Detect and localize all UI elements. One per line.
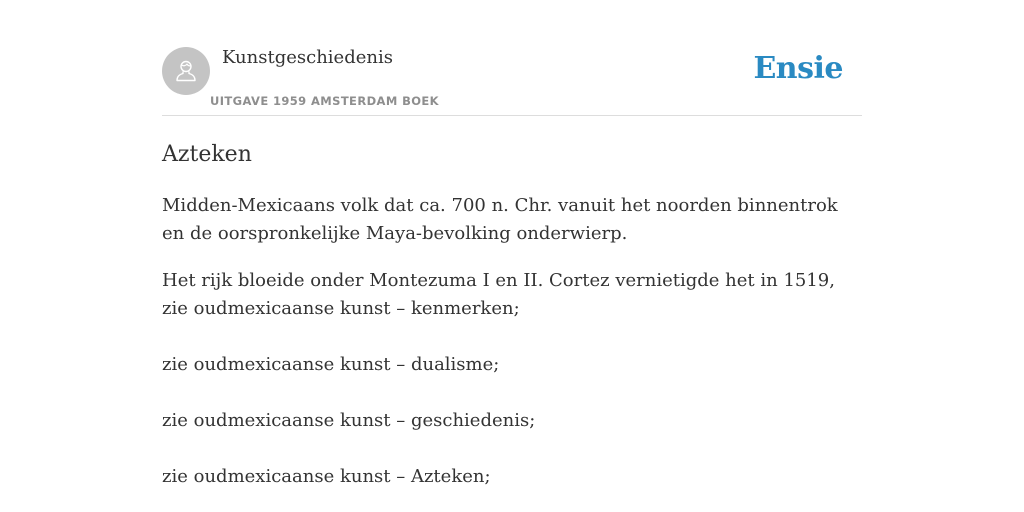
publication-title[interactable]: Kunstgeschiedenis bbox=[222, 47, 393, 68]
see-also-reference: zie oudmexicaanse kunst – geschiedenis; bbox=[162, 410, 536, 431]
article-body bbox=[162, 140, 862, 491]
see-also-reference: zie oudmexicaanse kunst – Azteken; bbox=[162, 466, 491, 487]
ensie-logo[interactable]: Ensie bbox=[753, 51, 843, 86]
article-paragraph: Het rijk bloeide onder Montezuma I en II. Cortez vernietigde het in 1519, zie oudmexicaanse kunst – kenmerken; bbox=[162, 270, 835, 319]
page-container bbox=[162, 0, 862, 512]
see-also-reference: zie oudmexicaanse kunst – dualisme; bbox=[162, 354, 500, 375]
publication-subtitle: UITGAVE 1959 AMSTERDAM BOEK bbox=[210, 94, 439, 108]
article-title: Azteken bbox=[162, 142, 252, 167]
article-paragraph: Midden-Mexicaans volk dat ca. 700 n. Chr. vanuit het noorden binnentrok en de oorspronkelijke Maya-bevolking onderwierp. bbox=[162, 195, 838, 244]
avatar[interactable] bbox=[162, 47, 210, 95]
user-icon bbox=[172, 57, 200, 85]
entry-header bbox=[162, 0, 862, 116]
